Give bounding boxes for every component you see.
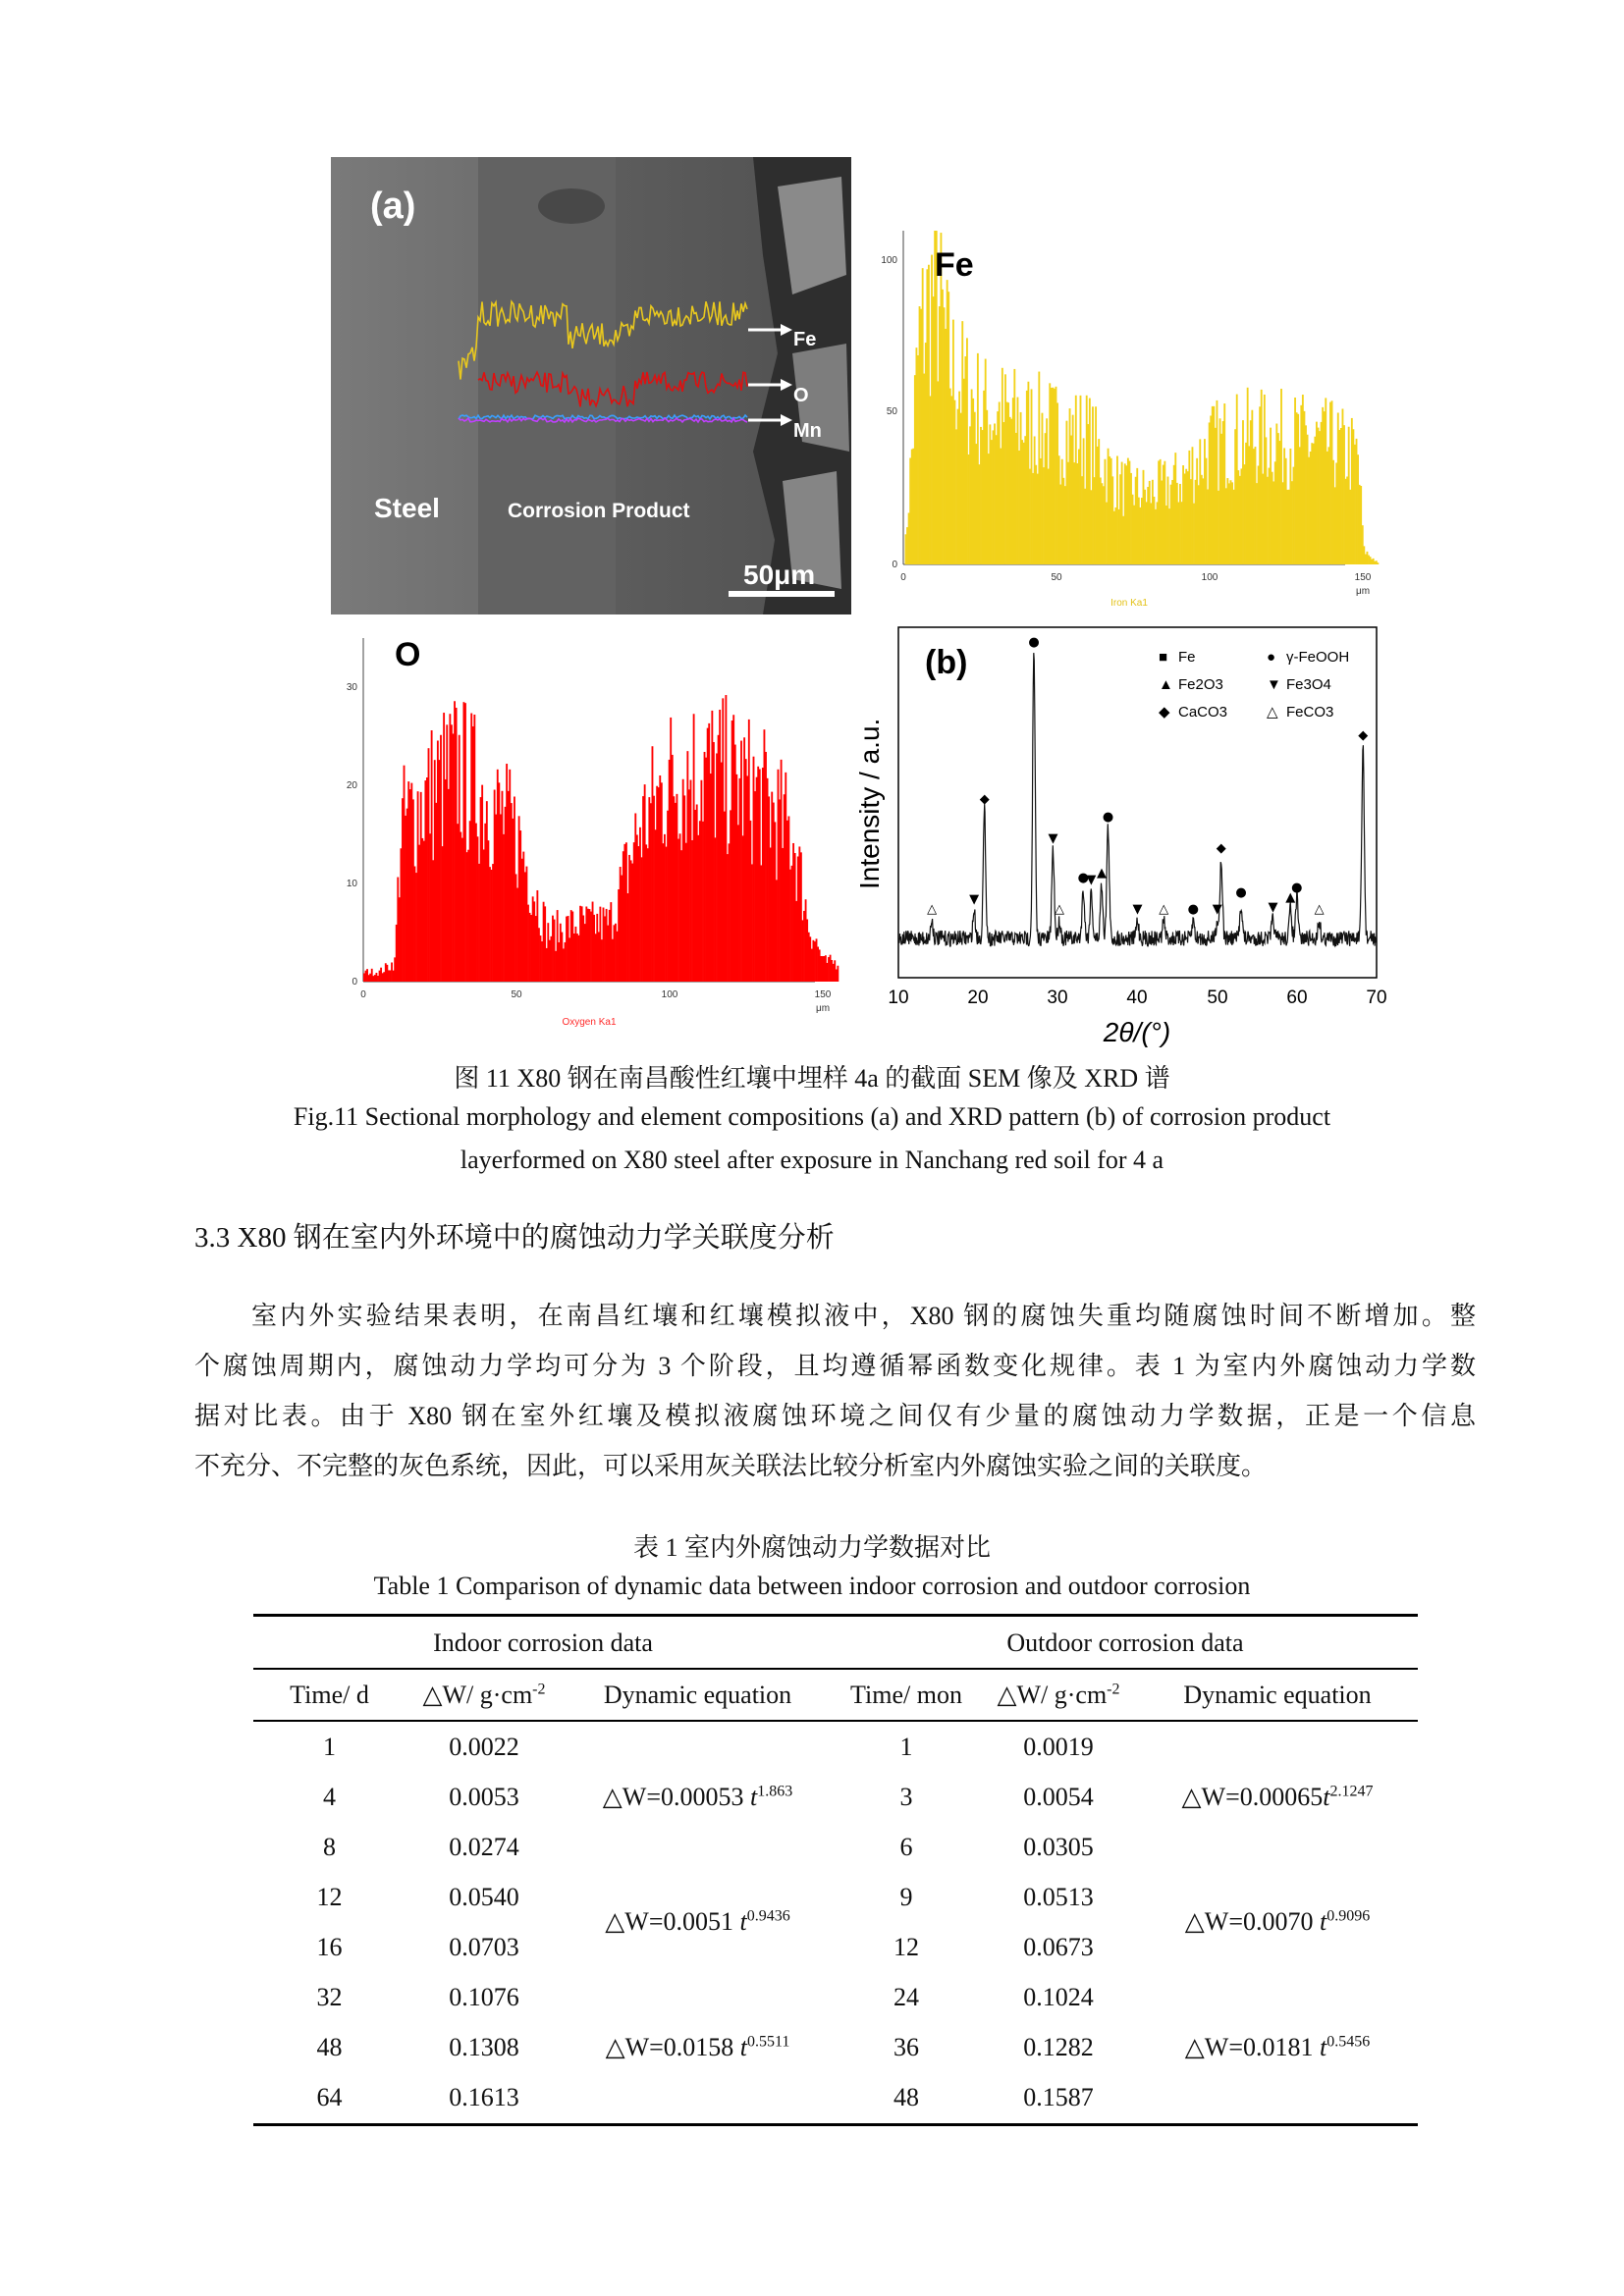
cell-outdoor-time: 36 — [893, 2032, 919, 2061]
xrd-legend — [1159, 649, 1349, 721]
line-scan-bar — [837, 966, 839, 982]
sem-image-svg — [331, 157, 851, 614]
table-title-zh: 表 1 室内外腐蚀动力学数据对比 — [632, 1533, 991, 1562]
xrd-peak-marker: ◆ — [1216, 841, 1226, 856]
o-plot — [324, 628, 854, 1041]
xrd-xtick: 50 — [1207, 988, 1228, 1008]
cell-indoor-dw: 0.1076 — [449, 1982, 519, 2011]
cell-indoor-time: 16 — [316, 1932, 343, 1961]
fe-ytick: 0 — [892, 560, 897, 570]
xrd-peak-marker: ● — [1102, 810, 1114, 825]
o-xcaption: Oxygen Ka1 — [562, 1017, 617, 1028]
eq-var: t — [739, 1907, 747, 1936]
cell-outdoor-dw: 0.0673 — [1023, 1932, 1094, 1961]
cell-outdoor-dw: 0.0513 — [1023, 1882, 1094, 1911]
cell-indoor-time: 48 — [316, 2032, 343, 2061]
xrd-peak-marker: ● — [1028, 635, 1040, 650]
xrd-peak-marker: ▼ — [1086, 873, 1097, 887]
cell-indoor-dw: 0.0022 — [449, 1732, 519, 1761]
cell-indoor-time: 4 — [323, 1782, 336, 1811]
xrd-ylabel: Intensity / a.u. — [854, 718, 885, 889]
fe-plot — [864, 221, 1394, 623]
cell-indoor-time: 1 — [323, 1732, 336, 1761]
table-row — [253, 1721, 1418, 1772]
xrd-peak-marker: ▼ — [1048, 831, 1058, 846]
cell-outdoor-time: 24 — [893, 1982, 919, 2011]
eq-exp: 0.5511 — [747, 2032, 790, 2050]
xrd-peak-marker: ● — [1291, 881, 1303, 895]
cell-outdoor-dw: 0.1587 — [1023, 2082, 1094, 2111]
fe-xtick: 100 — [1201, 572, 1218, 583]
table-row — [253, 1972, 1418, 2022]
o-ytick: 20 — [346, 780, 357, 791]
eq-base: △W=0.0051 — [605, 1907, 740, 1936]
fe-title: Fe — [935, 246, 974, 284]
eq-var: t — [1319, 1907, 1327, 1936]
cell-outdoor-dw: 0.0019 — [1023, 1732, 1094, 1761]
figure-caption-en-line1: Fig.11 Sectional morphology and element compositions (a) and XRD pattern (b) of corrosion product — [293, 1102, 1331, 1131]
sem-label-o: O — [793, 385, 809, 406]
cell-outdoor-time: 48 — [893, 2082, 919, 2111]
cell-indoor-time: 12 — [316, 1882, 343, 1911]
xrd-xtick: 70 — [1366, 988, 1387, 1008]
legend-label: Fe3O4 — [1286, 676, 1331, 693]
legend-symbol: ▼ — [1267, 676, 1281, 693]
xrd-xtick: 20 — [967, 988, 989, 1008]
fe-ytick: 100 — [881, 255, 897, 266]
cell-outdoor-dw: 0.1024 — [1023, 1982, 1094, 2011]
line-scan-bar — [1377, 562, 1379, 564]
eq-exp: 0.9436 — [746, 1907, 790, 1925]
eq-base: △W=0.00053 — [602, 1782, 750, 1811]
header-time-mon: Time/ mon — [833, 1669, 980, 1721]
eq-base: △W=0.0158 — [605, 2032, 740, 2061]
xrd-peak-marker: ● — [1235, 885, 1247, 900]
header-eq-outdoor: Dynamic equation — [1137, 1669, 1418, 1721]
cell-indoor-time: 32 — [316, 1982, 343, 2011]
xrd-peak-marker: △ — [1314, 902, 1325, 917]
header-time-d: Time/ d — [253, 1669, 406, 1721]
section-heading: 3.3 X80 钢在室内外环境中的腐蚀动力学关联度分析 — [194, 1222, 835, 1254]
cell-outdoor-time: 12 — [893, 1932, 919, 1961]
cell-eq-outdoor-3 — [1137, 1972, 1418, 2122]
xrd-peak-marker: ◆ — [1358, 728, 1369, 743]
fe-xtick: 150 — [1354, 572, 1372, 583]
paragraph-line: 个腐蚀周期内，腐蚀动力学均可分为 3 个阶段，且均遵循幂函数变化规律。表 1 为室内外腐蚀动力学数 — [194, 1352, 1476, 1380]
legend-label: Fe2O3 — [1178, 676, 1223, 693]
sem-image — [331, 157, 851, 614]
fe-ytick: 50 — [886, 406, 897, 417]
cell-indoor-time: 8 — [323, 1832, 336, 1861]
cell-indoor-dw: 0.0274 — [449, 1832, 519, 1861]
eq-var: t — [739, 2032, 748, 2061]
cell-indoor-dw: 0.1308 — [449, 2032, 519, 2061]
o-bars — [363, 695, 839, 982]
eq-var: t — [749, 1782, 758, 1811]
legend-symbol: ▲ — [1159, 676, 1173, 693]
corrosion-product-label: Corrosion Product — [508, 500, 690, 522]
xrd-plot — [844, 624, 1404, 1056]
cell-eq-outdoor-1 — [1137, 1721, 1418, 1872]
figure-caption-en-line2: layerformed on X80 steel after exposure in Nanchang red soil for 4 a — [460, 1146, 1164, 1174]
header-dw-text: △W/ g·cm — [997, 1680, 1108, 1709]
cell-indoor-dw: 0.0053 — [449, 1782, 519, 1811]
cell-indoor-dw: 0.0703 — [449, 1932, 519, 1961]
eq-base: △W=0.00065 — [1181, 1782, 1324, 1811]
steel-label: Steel — [374, 493, 440, 523]
unit-exponent: -2 — [1107, 1680, 1120, 1697]
table-title-en: Table 1 Comparison of dynamic data between indoor corrosion and outdoor corrosion — [373, 1572, 1251, 1600]
eq-base: △W=0.0181 — [1184, 2032, 1320, 2061]
legend-label: FeCO3 — [1286, 704, 1334, 721]
cell-outdoor-time: 6 — [899, 1832, 913, 1861]
o-title: O — [395, 636, 421, 673]
cell-eq-indoor-2 — [563, 1872, 833, 1972]
sem-label-fe: Fe — [793, 329, 817, 350]
xrd-peak-marker: ▼ — [1212, 902, 1222, 917]
legend-label: γ-FeOOH — [1286, 649, 1350, 666]
xrd-xtick: 60 — [1286, 988, 1308, 1008]
legend-symbol: ■ — [1159, 649, 1168, 666]
o-ytick: 10 — [346, 879, 357, 889]
table-bottom-rule — [253, 2123, 1418, 2126]
eq-exp: 0.9096 — [1326, 1907, 1371, 1925]
kinetics-table — [253, 1614, 1418, 2122]
o-xtick: 50 — [511, 989, 522, 1000]
cell-outdoor-dw: 0.0054 — [1023, 1782, 1094, 1811]
header-dw-indoor — [406, 1669, 563, 1721]
xrd-peak-marker: ▼ — [1268, 900, 1278, 915]
body-paragraph — [194, 1291, 1476, 1491]
o-xtick: 0 — [360, 989, 366, 1000]
xrd-peak-marker: △ — [1159, 902, 1169, 917]
eq-exp: 0.5456 — [1326, 2032, 1371, 2050]
o-xtick: 150 — [814, 989, 832, 1000]
eq-var: t — [1319, 2032, 1327, 2061]
xrd-xtick: 10 — [888, 988, 909, 1008]
o-xunit: μm — [815, 1003, 831, 1014]
cell-eq-indoor-1 — [563, 1721, 833, 1872]
unit-exponent: -2 — [532, 1680, 546, 1697]
xrd-peak-marker: ◆ — [979, 792, 990, 807]
scale-bar-label: 50μm — [743, 560, 816, 590]
legend-symbol: ◆ — [1159, 704, 1170, 721]
cell-indoor-time: 64 — [316, 2082, 343, 2111]
eq-base: △W=0.0070 — [1184, 1907, 1320, 1936]
cell-outdoor-dw: 0.0305 — [1023, 1832, 1094, 1861]
header-eq-indoor: Dynamic equation — [563, 1669, 833, 1721]
table-row — [253, 1872, 1418, 1922]
header-dw-outdoor — [980, 1669, 1137, 1721]
xrd-peak-marker: △ — [1055, 902, 1064, 917]
fe-xtick: 50 — [1051, 572, 1062, 583]
header-dw-text: △W/ g·cm — [422, 1680, 533, 1709]
o-ytick: 0 — [352, 977, 357, 988]
paragraph-line: 室内外实验结果表明，在南昌红壤和红壤模拟液中，X80 钢的腐蚀失重均随腐蚀时间不断增加。整 — [251, 1302, 1476, 1330]
xrd-peak-marker: ▼ — [1132, 902, 1143, 917]
legend-label: Fe — [1178, 649, 1196, 666]
group-indoor: Indoor corrosion data — [433, 1628, 653, 1657]
scale-bar — [729, 591, 835, 597]
sem-panel-label: (a) — [370, 186, 416, 227]
xrd-peak-marker: △ — [927, 902, 938, 917]
cell-outdoor-time: 3 — [899, 1782, 913, 1811]
cell-indoor-dw: 0.1613 — [449, 2082, 519, 2111]
figure-caption-zh: 图 11 X80 钢在南昌酸性红壤中埋样 4a 的截面 SEM 像及 XRD 谱 — [454, 1064, 1170, 1093]
cell-outdoor-time: 1 — [899, 1732, 913, 1761]
legend-symbol: △ — [1267, 704, 1278, 721]
xrd-peak-marker: ● — [1077, 871, 1089, 885]
xrd-peak-marker: ▲ — [1285, 890, 1296, 905]
xrd-peak-marker: ▲ — [1097, 866, 1107, 881]
legend-symbol: ● — [1267, 649, 1276, 666]
group-outdoor: Outdoor corrosion data — [1006, 1628, 1244, 1657]
sem-label-mn: Mn — [793, 420, 822, 442]
eq-exp: 2.1247 — [1329, 1782, 1374, 1799]
legend-label: CaCO3 — [1178, 704, 1228, 721]
cell-outdoor-time: 9 — [899, 1882, 913, 1911]
fe-xunit: μm — [1355, 586, 1371, 597]
xrd-panel-label: (b) — [925, 644, 968, 681]
eq-var: t — [1323, 1782, 1330, 1811]
xrd-peak-marker: ● — [1187, 902, 1199, 917]
cell-eq-indoor-3 — [563, 1972, 833, 2122]
paragraph-line: 据对比表。由于 X80 钢在室外红壤及模拟液腐蚀环境之间仅有少量的腐蚀动力学数据，正是一个信息 — [194, 1402, 1476, 1430]
cell-indoor-dw: 0.0540 — [449, 1882, 519, 1911]
o-ytick: 30 — [346, 682, 357, 693]
cell-outdoor-dw: 0.1282 — [1023, 2032, 1094, 2061]
xrd-xtick: 40 — [1126, 988, 1148, 1008]
paragraph-line: 不充分、不完整的灰色系统，因此，可以采用灰关联法比较分析室内外腐蚀实验之间的关联度。 — [194, 1452, 1268, 1480]
xrd-peak-marker: ▼ — [969, 892, 980, 907]
cell-eq-outdoor-2 — [1137, 1872, 1418, 1972]
xrd-xlabel: 2θ/(°) — [1103, 1017, 1171, 1047]
eq-exp: 1.863 — [757, 1782, 793, 1799]
o-xtick: 100 — [661, 989, 678, 1000]
xrd-xtick: 30 — [1047, 988, 1068, 1008]
fe-xtick: 0 — [900, 572, 906, 583]
fe-xcaption: Iron Ka1 — [1110, 598, 1148, 609]
